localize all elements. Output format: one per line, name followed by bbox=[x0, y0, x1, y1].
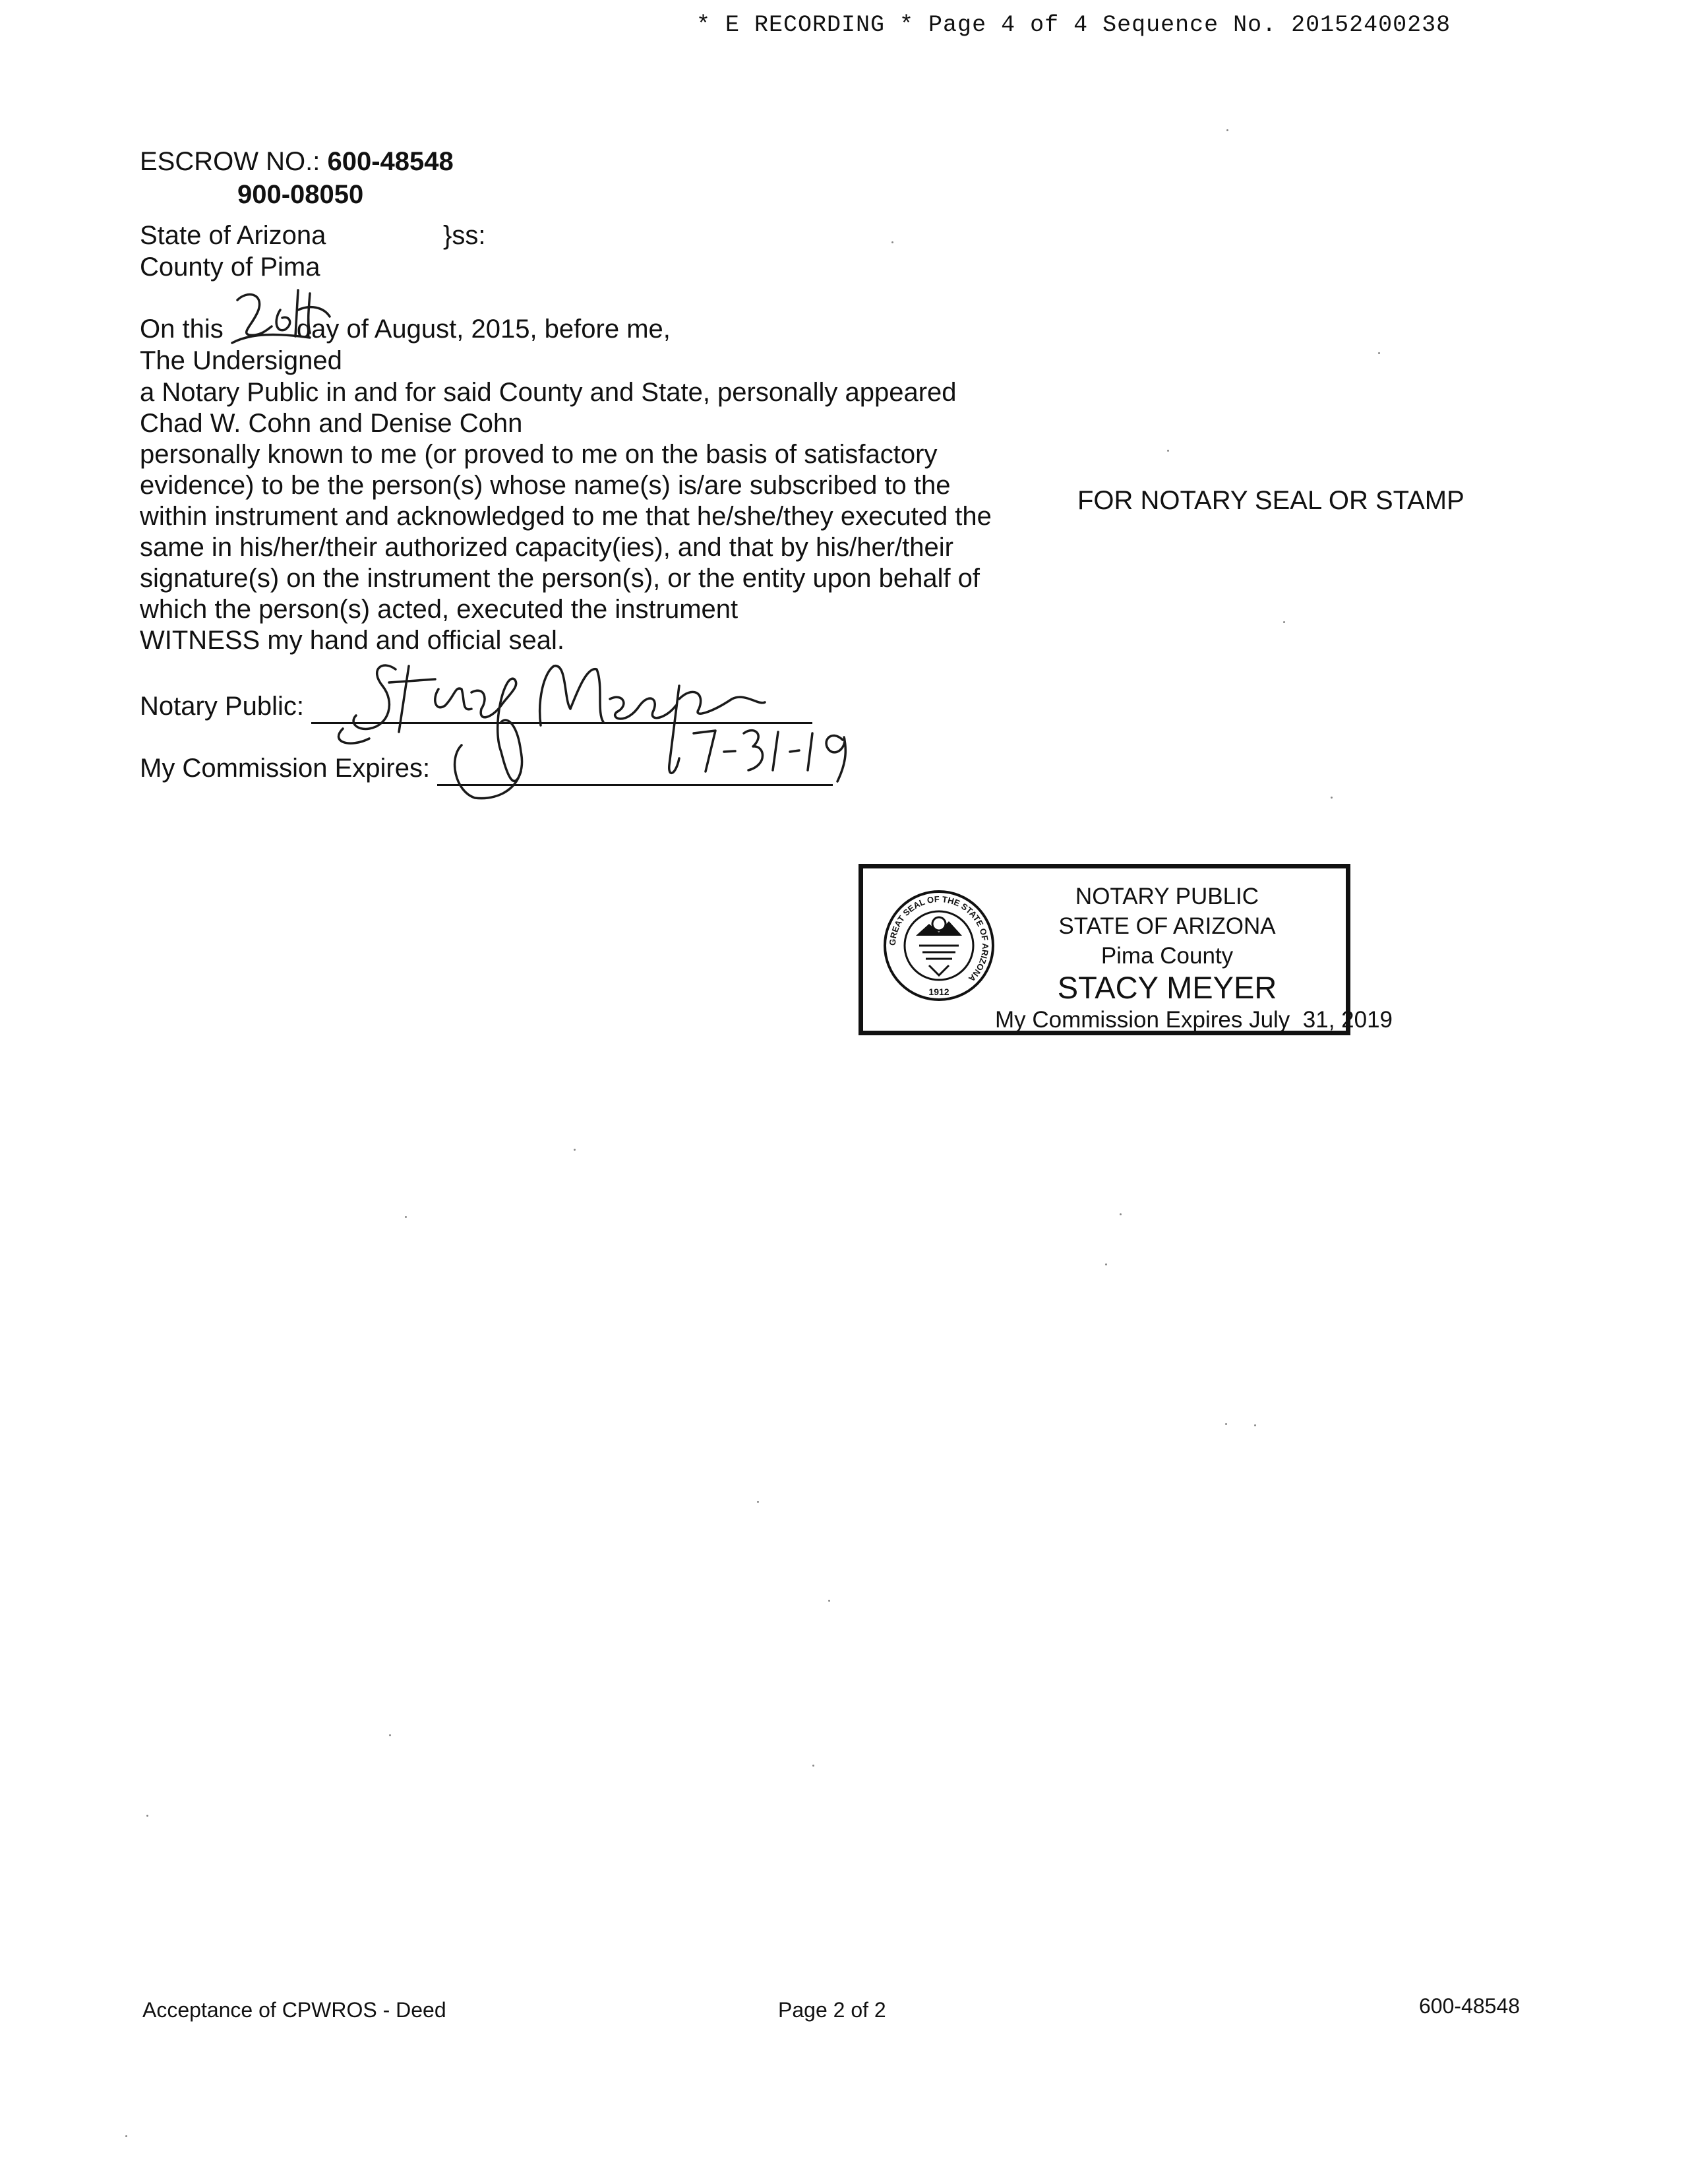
notary-stamp bbox=[859, 864, 1393, 1035]
notary-title: The Undersigned bbox=[140, 346, 342, 375]
venue-state: State of Arizona bbox=[140, 221, 326, 250]
handwritten-expiry-ink bbox=[694, 731, 715, 772]
scan-speck bbox=[1283, 621, 1285, 623]
recording-header: * E RECORDING * Page 4 of 4 Sequence No. 20152400238 bbox=[696, 12, 1451, 38]
scan-speck bbox=[1167, 450, 1169, 452]
seal-year: 1912 bbox=[928, 986, 950, 997]
handwritten-day-ink bbox=[232, 334, 310, 343]
stamp-text-block bbox=[995, 882, 1393, 1035]
scan-speck bbox=[1120, 1213, 1122, 1215]
scan-speck bbox=[757, 1501, 759, 1503]
stamp-county: Pima County bbox=[1100, 943, 1234, 969]
svg-text:GREAT SEAL OF THE STATE OF ARI: GREAT SEAL OF THE STATE OF ARIZONA bbox=[887, 894, 991, 984]
ack-body-line: evidence) to be the person(s) whose name(s) is/are subscribed to the bbox=[140, 471, 951, 500]
state-seal-icon bbox=[883, 883, 995, 1008]
venue-ss: }ss: bbox=[443, 221, 486, 250]
ack-body-line: signature(s) on the instrument the person(s), or the entity upon behalf of bbox=[140, 564, 980, 593]
footer-escrow-number: 600-48548 bbox=[1419, 1994, 1521, 2018]
signers-names: Chad W. Cohn and Denise Cohn bbox=[140, 409, 523, 438]
scan-speck bbox=[812, 1765, 814, 1767]
ack-body-line: which the person(s) acted, executed the instrument bbox=[140, 595, 738, 624]
footer-page-number: Page 2 of 2 bbox=[778, 1998, 886, 2022]
ack-body-line: within instrument and acknowledged to me that he/she/they executed the bbox=[140, 502, 992, 531]
seal-placeholder-caption: FOR NOTARY SEAL OR STAMP bbox=[1077, 486, 1464, 515]
ack-body-line: same in his/her/their authorized capacity(ies), and that by his/her/their bbox=[140, 533, 953, 562]
scan-speck bbox=[1331, 797, 1333, 799]
commission-expires-label: My Commission Expires: bbox=[140, 754, 431, 783]
stamp-notary-public: NOTARY PUBLIC bbox=[1075, 884, 1259, 909]
stamp-commission-expires: My Commission Expires July 31, 2019 bbox=[995, 1007, 1393, 1033]
scan-speck bbox=[125, 2135, 127, 2137]
ack-appearance-line: a Notary Public in and for said County and State, personally appeared bbox=[140, 378, 957, 407]
footer-document-title: Acceptance of CPWROS - Deed bbox=[142, 1998, 446, 2022]
scan-speck bbox=[1105, 1263, 1107, 1265]
notary-signature-ink bbox=[353, 665, 396, 729]
stamp-state: STATE OF ARIZONA bbox=[1058, 913, 1276, 939]
scan-speck bbox=[1378, 352, 1380, 354]
scan-speck bbox=[1254, 1424, 1256, 1426]
scan-speck bbox=[828, 1600, 830, 1602]
scan-speck bbox=[389, 1734, 391, 1736]
escrow-number-secondary: 900-08050 bbox=[237, 180, 364, 209]
ack-date-prefix: On this bbox=[140, 315, 224, 344]
escrow-number-primary: 600-48548 bbox=[327, 147, 454, 176]
scan-speck bbox=[574, 1149, 576, 1151]
venue-county: County of Pima bbox=[140, 253, 320, 282]
ack-body-line: WITNESS my hand and official seal. bbox=[140, 626, 564, 655]
ack-body-line: personally known to me (or proved to me on the basis of satisfactory bbox=[140, 440, 938, 469]
escrow-label: ESCROW NO.: bbox=[140, 147, 320, 176]
scan-speck bbox=[891, 241, 893, 243]
notary-public-label: Notary Public: bbox=[140, 692, 304, 721]
scan-speck bbox=[1225, 1423, 1227, 1425]
scan-speck bbox=[1226, 129, 1228, 131]
scan-speck bbox=[146, 1815, 148, 1817]
stamp-notary-name: STACY MEYER bbox=[1057, 970, 1277, 1005]
scan-speck bbox=[405, 1216, 407, 1218]
ack-date-suffix: day of August, 2015, before me, bbox=[296, 315, 671, 344]
